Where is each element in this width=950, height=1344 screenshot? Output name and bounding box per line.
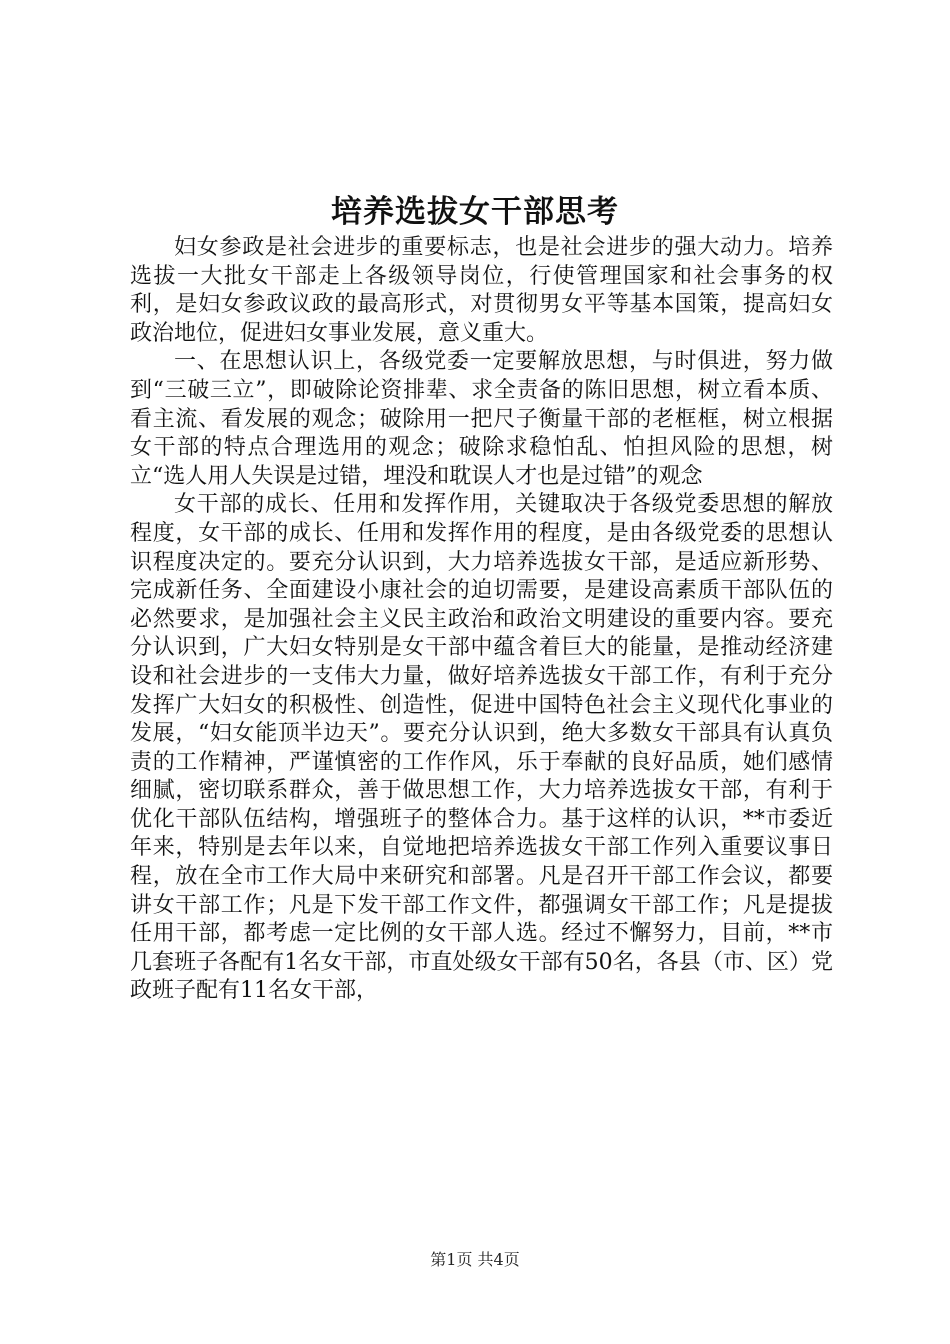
paragraph-intro: 妇女参政是社会进步的重要标志，也是社会进步的强大动力。培养选拔一大批女干部走上各级领导岗位，行使管理国家和社会事务的权利，是妇女参政议政的最高形式，对贯彻男女平等基本国策，提高妇女政治地位，促进妇女事业发展，意义重大。 [130,235,833,346]
document-body [130,234,833,1006]
paragraph-section-one: 一、在思想认识上，各级党委一定要解放思想，与时俱进，努力做到“三破三立”，即破除论资排辈、求全责备的陈旧思想，树立看本质、看主流、看发展的观念；破除用一把尺子衡量干部的老框框，树立根据女干部的特点合理选用的观念；破除求稳怕乱、怕担风险的思想，树立“选人用人失误是过错，埋没和耽误人才也是过错”的观念 [130,349,833,489]
page-number-footer: 第1页 共4页 [430,1250,520,1269]
paragraph-section-one-detail: 女干部的成长、任用和发挥作用，关键取决于各级党委思想的解放程度，女干部的成长、任用和发挥作用的程度，是由各级党委的思想认识程度决定的。要充分认识到，大力培养选拔女干部，是适应新形势、完成新任务、全面建设小康社会的迫切需要，是建设高素质干部队伍的必然要求，是加强社会主义民主政治和政治文明建设的重要内容。要充分认识到，广大妇女特别是女干部中蕴含着巨大的能量，是推动经济建设和社会进步的一支伟大力量，做好培养选拔女干部工作，有利于充分发挥广大妇女的积极性、创造性，促进中国特色社会主义现代化事业的发展，“妇女能顶半边天”。要充分认识到，绝大多数女干部具有认真负责的工作精神，严谨慎密的工作作风，乐于奉献的良好品质，她们感情细腻，密切联系群众，善于做思想工作，大力培养选拔女干部，有利于优化干部队伍结构，增强班子的整体合力。基于这样的认识，**市委近年来，特别是去年以来，自觉地把培养选拔女干部工作列入重要议事日程，放在全市工作大局中来研究和部署。凡是召开干部工作会议，都要讲女干部工作；凡是下发干部工作文件，都强调女干部工作；凡是提拔任用干部，都考虑一定比例的女干部人选。经过不懈努力，目前，**市几套班子各配有1名女干部，市直处级女干部有50名，各县（市、区）党政班子配有11名女干部， [130,492,833,1004]
document-title: 培养选拔女干部思考 [331,194,619,230]
